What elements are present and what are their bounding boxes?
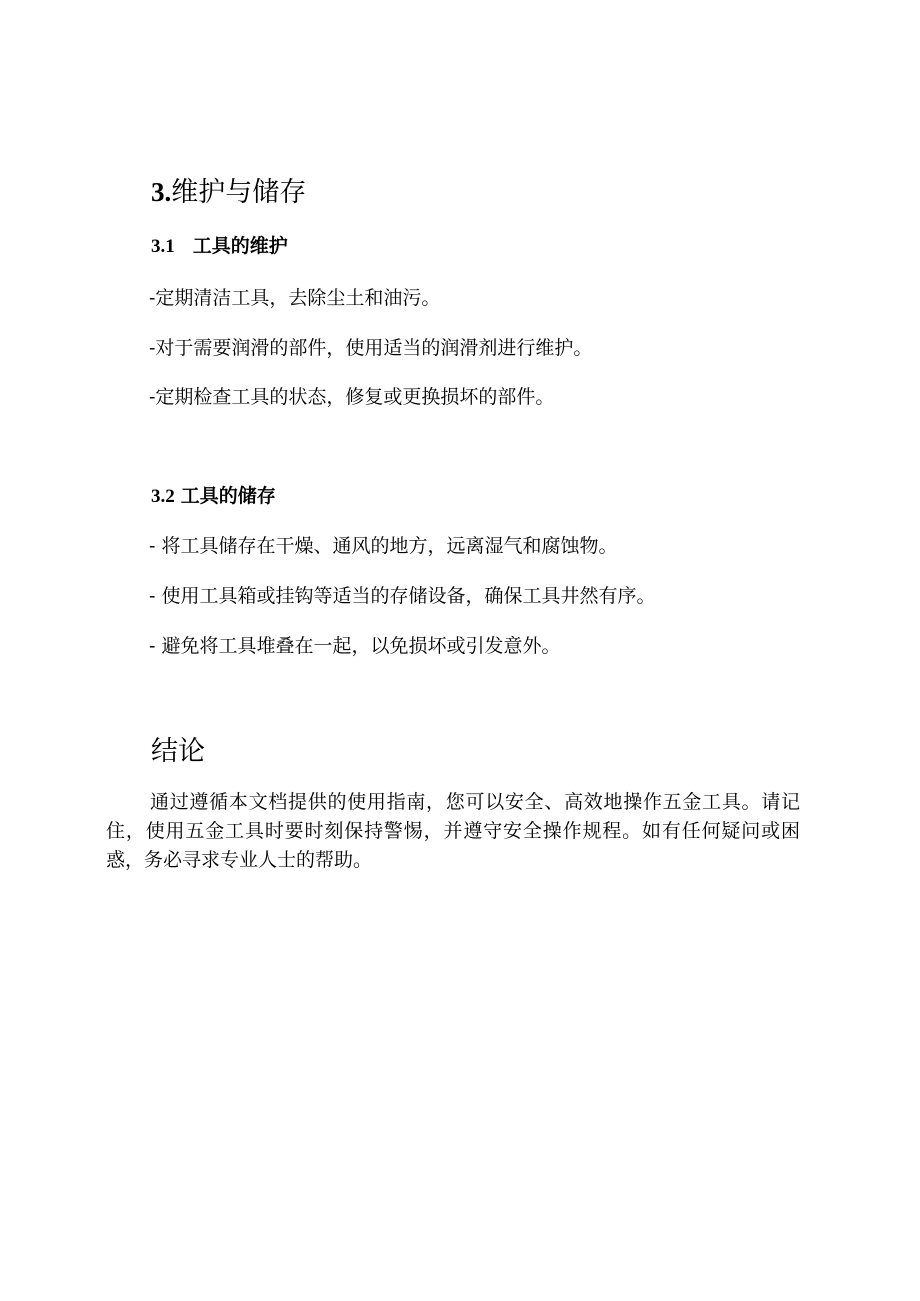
subsection-number: 3.1 xyxy=(151,236,175,257)
subsection-title: 工具的储存 xyxy=(180,485,276,507)
conclusion-heading: 结论 xyxy=(151,736,205,767)
section-title: 维护与储存 xyxy=(171,177,307,208)
list-item: -对于需要润滑的部件，使用适当的润滑剂进行维护。 xyxy=(149,337,593,359)
subsection-number: 3.2 xyxy=(151,486,175,507)
subsection-heading-maintenance xyxy=(151,232,288,261)
section-heading xyxy=(151,172,306,213)
section-number: 3. xyxy=(151,177,172,207)
list-item: -定期清洁工具，去除尘土和油污。 xyxy=(149,287,441,309)
list-item: - 避免将工具堆叠在一起，以免损坏或引发意外。 xyxy=(149,635,561,657)
conclusion-paragraph: 通过遵循本文档提供的使用指南，您可以安全、高效地操作五金工具。请记住，使用五金工具时要时刻保持警惕，并遵守安全操作规程。如有任何疑问或困惑，务必寻求专业人士的帮助。 xyxy=(106,791,800,871)
list-item: - 使用工具箱或挂钩等适当的存储设备，确保工具井然有序。 xyxy=(149,585,656,607)
subsection-title: 工具的维护 xyxy=(192,235,288,257)
list-item: - 将工具储存在干燥、通风的地方，远离湿气和腐蚀物。 xyxy=(149,535,618,557)
list-item: -定期检查工具的状态，修复或更换损坏的部件。 xyxy=(149,386,555,408)
subsection-heading-storage xyxy=(151,482,276,511)
